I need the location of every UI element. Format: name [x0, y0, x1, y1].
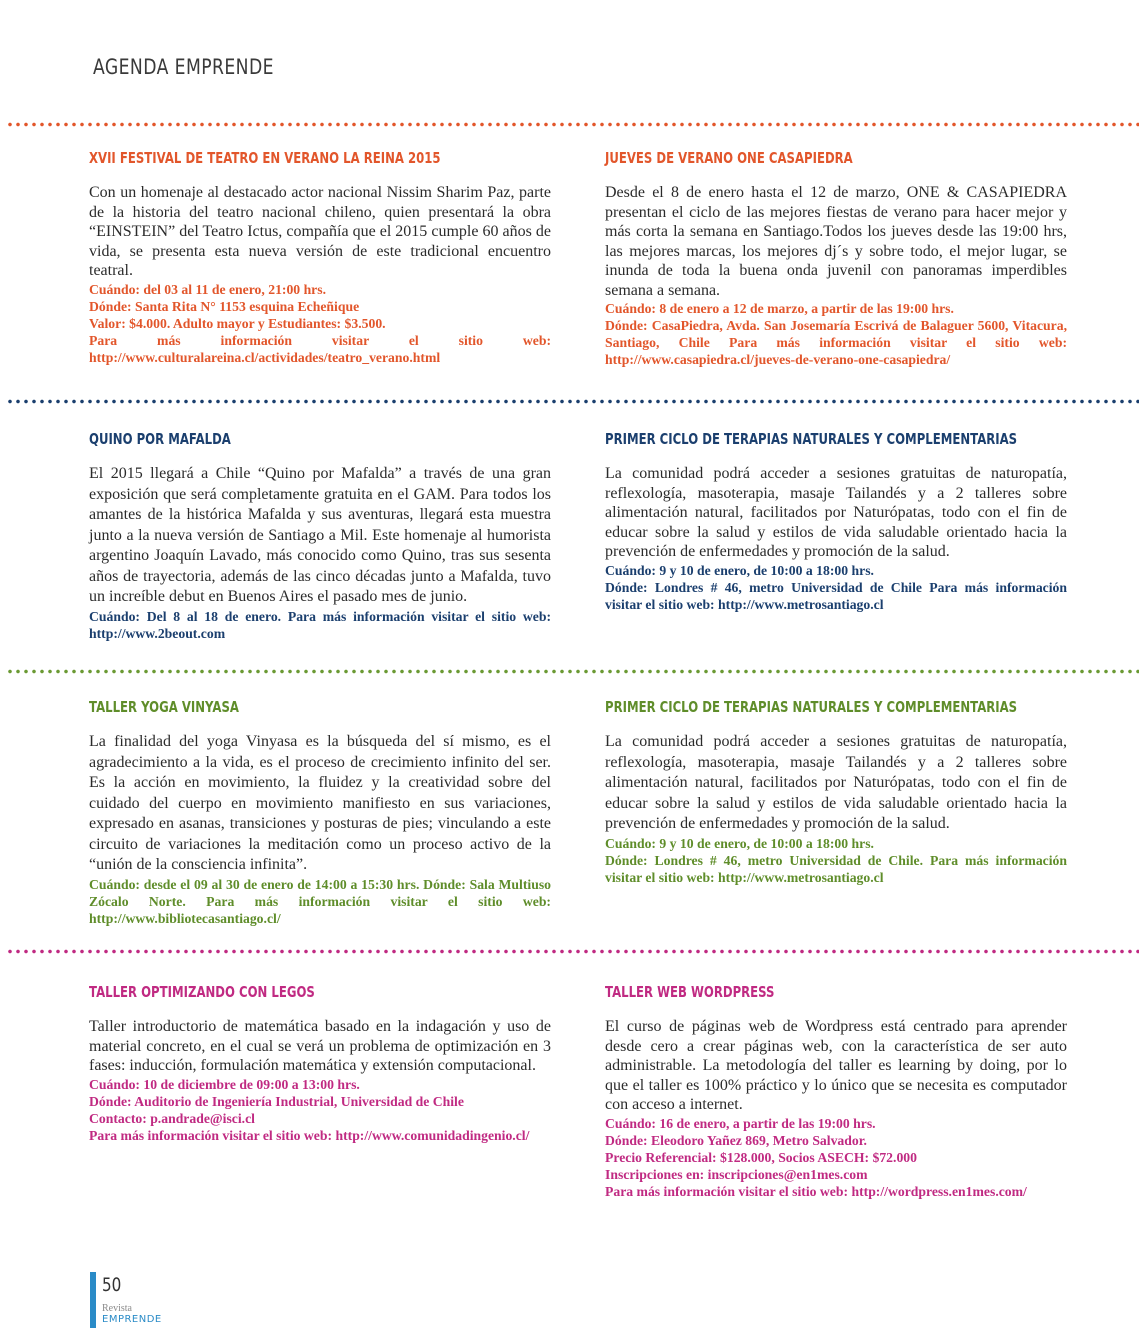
- detail-price: Precio Referencial: $128.000, Socios ASECH: $72.000: [605, 1149, 917, 1165]
- article-details: [89, 281, 551, 366]
- article-title: TALLER OPTIMIZANDO CON LEGOS: [89, 983, 315, 1001]
- article-terapias-1: [605, 430, 1067, 613]
- detail-more-info: Para más información visitar el sitio web: http://www.comunidadingenio.cl/: [89, 1127, 530, 1143]
- article-title: XVII FESTIVAL DE TEATRO EN VERANO LA REINA 2015: [89, 149, 441, 167]
- article-title: PRIMER CICLO DE TERAPIAS NATURALES Y COMPLEMENTARIAS: [605, 698, 1018, 716]
- article-title: JUEVES DE VERANO ONE CASAPIEDRA: [605, 149, 853, 167]
- page-header: AGENDA EMPRENDE: [93, 55, 274, 79]
- article-wordpress: [605, 983, 1067, 1200]
- article-body: Taller introductorio de matemática basado en la indagación y uso de material concreto, en el cual se verá un problema de optimización en 3 fases: inducción, formulación matemática y extensión computacional.: [89, 1018, 551, 1074]
- divider: [6, 122, 1139, 127]
- article-casapiedra: [605, 149, 1067, 368]
- article-body: Desde el 8 de enero hasta el 12 de marzo, ONE & CASAPIEDRA presentan el ciclo de las mejores fiestas de verano para hacer mejor y más corta la semana en Santiago.Todos los jueves desde las 19:00 hrs, las mejores marcas, los mejores dj´s y sobre todo, el mejor lugar, se inunda de toda la buena onda juvenil con panoramas imperdibles semana a semana.: [605, 184, 1067, 299]
- detail-where: Dónde: Londres # 46, metro Universidad de Chile Para más información visitar el sitio web: http://www.metrosantiago.cl: [605, 579, 1067, 612]
- detail-when: Cuándo: 10 de diciembre de 09:00 a 13:00 hrs.: [89, 1076, 360, 1092]
- detail-when: Cuándo: Del 8 al 18 de enero. Para más información visitar el sitio web: http://www.2beout.com: [89, 608, 551, 641]
- article-body: La finalidad del yoga Vinyasa es la búsqueda del sí mismo, es el agradecimiento a la vida, es el proceso de crecimiento infinito del ser. Es la acción en movimiento, la fluidez y la creatividad sobre del cuidado del cuerpo en movimiento manifiesto en sus variaciones, expresado en asanas, transiciones y posturas de pies; vinculando a este circuito de variaciones la meditación como un proceso activo de la “unión de la consciencia infinita”.: [89, 733, 551, 873]
- detail-when: Cuándo: 8 de enero a 12 de marzo, a partir de las 19:00 hrs.: [605, 301, 954, 316]
- article-details: [605, 562, 1067, 613]
- article-title: PRIMER CICLO DE TERAPIAS NATURALES Y COMPLEMENTARIAS: [605, 430, 1018, 448]
- detail-price: Valor: $4.000. Adulto mayor y Estudiantes: $3.500.: [89, 315, 386, 331]
- detail-where: Dónde: Santa Rita N° 1153 esquina Echeñique: [89, 298, 360, 314]
- detail-when: Cuándo: del 03 al 11 de enero, 21:00 hrs.: [89, 281, 327, 297]
- detail-where: Dónde: Londres # 46, metro Universidad de Chile. Para más información visitar el sitio web: http://www.metrosantiago.cl: [605, 852, 1067, 885]
- article-details: [605, 835, 1067, 886]
- article-teatro-la-reina: [89, 149, 551, 366]
- article-legos: [89, 983, 551, 1144]
- detail-registration: Inscripciones en: inscripciones@en1mes.com: [605, 1166, 868, 1182]
- detail-where: Dónde: CasaPiedra, Avda. San Josemaría Escrivá de Balaguer 5600, Vitacura, Santiago, Chile Para más información visitar el sitio web: http://www.casapiedra.cl/jueves-de-verano-one-casapiedra/: [605, 318, 1067, 367]
- article-body: Con un homenaje al destacado actor nacional Nissim Sharim Paz, parte de la historia del teatro nacional chileno, quien presentará la obra “EINSTEIN” del Teatro Ictus, compañía que el 2015 cumple 60 años de vida, se presenta esta nueva versión de este tradicional encuentro teatral.: [89, 184, 551, 279]
- detail-more-info: Para más información visitar el sitio web: http://www.culturalareina.cl/actividades/teatro_verano.html: [89, 332, 551, 365]
- article-terapias-2: [605, 698, 1067, 886]
- article-quino-mafalda: [89, 430, 551, 642]
- divider: [6, 669, 1139, 674]
- detail-where: Dónde: Eleodoro Yañez 869, Metro Salvador.: [605, 1132, 867, 1148]
- magazine-label: Revista: [102, 1303, 132, 1314]
- detail-when: Cuándo: 9 y 10 de enero, de 10:00 a 18:00 hrs.: [605, 835, 874, 851]
- article-title: QUINO POR MAFALDA: [89, 430, 231, 448]
- detail-more-info: Para más información visitar el sitio web: http://wordpress.en1mes.com/: [605, 1183, 1027, 1199]
- detail-where: Dónde: Auditorio de Ingeniería Industrial, Universidad de Chile: [89, 1093, 464, 1109]
- article-body: El curso de páginas web de Wordpress está centrado para aprender desde cero a crear páginas web, con la característica de ser auto administrable. La metodología del taller es learning by doing, por lo que el taller es 100% práctico y lo único que se necesita es computador con acceso a internet.: [605, 1018, 1067, 1113]
- article-details: [89, 876, 551, 927]
- article-details: [605, 1115, 1067, 1200]
- article-body: La comunidad podrá acceder a sesiones gratuitas de naturopatía, reflexología, masoterapia, masaje Tailandés y a 2 talleres sobre alimentación natural, facilitados por Naturópatas, todo con el fin de educar sobre la salud y estilos de vida saludable orientado hacia la prevención de enfermedades y promoción de la salud.: [605, 733, 1067, 832]
- article-title: TALLER YOGA VINYASA: [89, 698, 239, 716]
- detail-when: Cuándo: desde el 09 al 30 de enero de 14:00 a 15:30 hrs. Dónde: Sala Multiuso Zócalo Norte. Para más información visitar el sitio web: http://www.bibliotecasantiago.cl/: [89, 876, 551, 926]
- page-number: 50: [102, 1274, 122, 1296]
- article-details: [605, 300, 1067, 368]
- magazine-name: EMPRENDE: [102, 1314, 162, 1325]
- detail-when: Cuándo: 16 de enero, a partir de las 19:00 hrs.: [605, 1115, 876, 1131]
- divider: [6, 399, 1139, 404]
- footer-accent-bar: [90, 1272, 96, 1328]
- detail-when: Cuándo: 9 y 10 de enero, de 10:00 a 18:00 hrs.: [605, 562, 874, 578]
- detail-contact: Contacto: p.andrade@isci.cl: [89, 1110, 255, 1126]
- article-details: [89, 1076, 551, 1144]
- divider: [6, 949, 1139, 954]
- article-title: TALLER WEB WORDPRESS: [605, 983, 775, 1001]
- article-yoga-vinyasa: [89, 698, 551, 927]
- article-body: El 2015 llegará a Chile “Quino por Mafalda” a través de una gran exposición que será completamente gratuita en el GAM. Para todos los amantes de la histórica Mafalda y sus aventuras, llegará esta muestra junto a la nueva versión de Santiago a Mil. Este homenaje al humorista argentino Joaquín Lavado, más conocido como Quino, tras sus sesenta años de trayectoria, además de las cinco décadas junto a Mafalda, tuvo un increíble debut en Buenos Aires el pasado mes de junio.: [89, 465, 551, 605]
- article-details: [89, 608, 551, 642]
- article-body: La comunidad podrá acceder a sesiones gratuitas de naturopatía, reflexología, masoterapia, masaje Tailandés y a 2 talleres sobre alimentación natural, facilitados por Naturópatas, todo con el fin de educar sobre la salud y estilos de vida saludable orientado hacia la prevención de enfermedades y promoción de la salud.: [605, 465, 1067, 560]
